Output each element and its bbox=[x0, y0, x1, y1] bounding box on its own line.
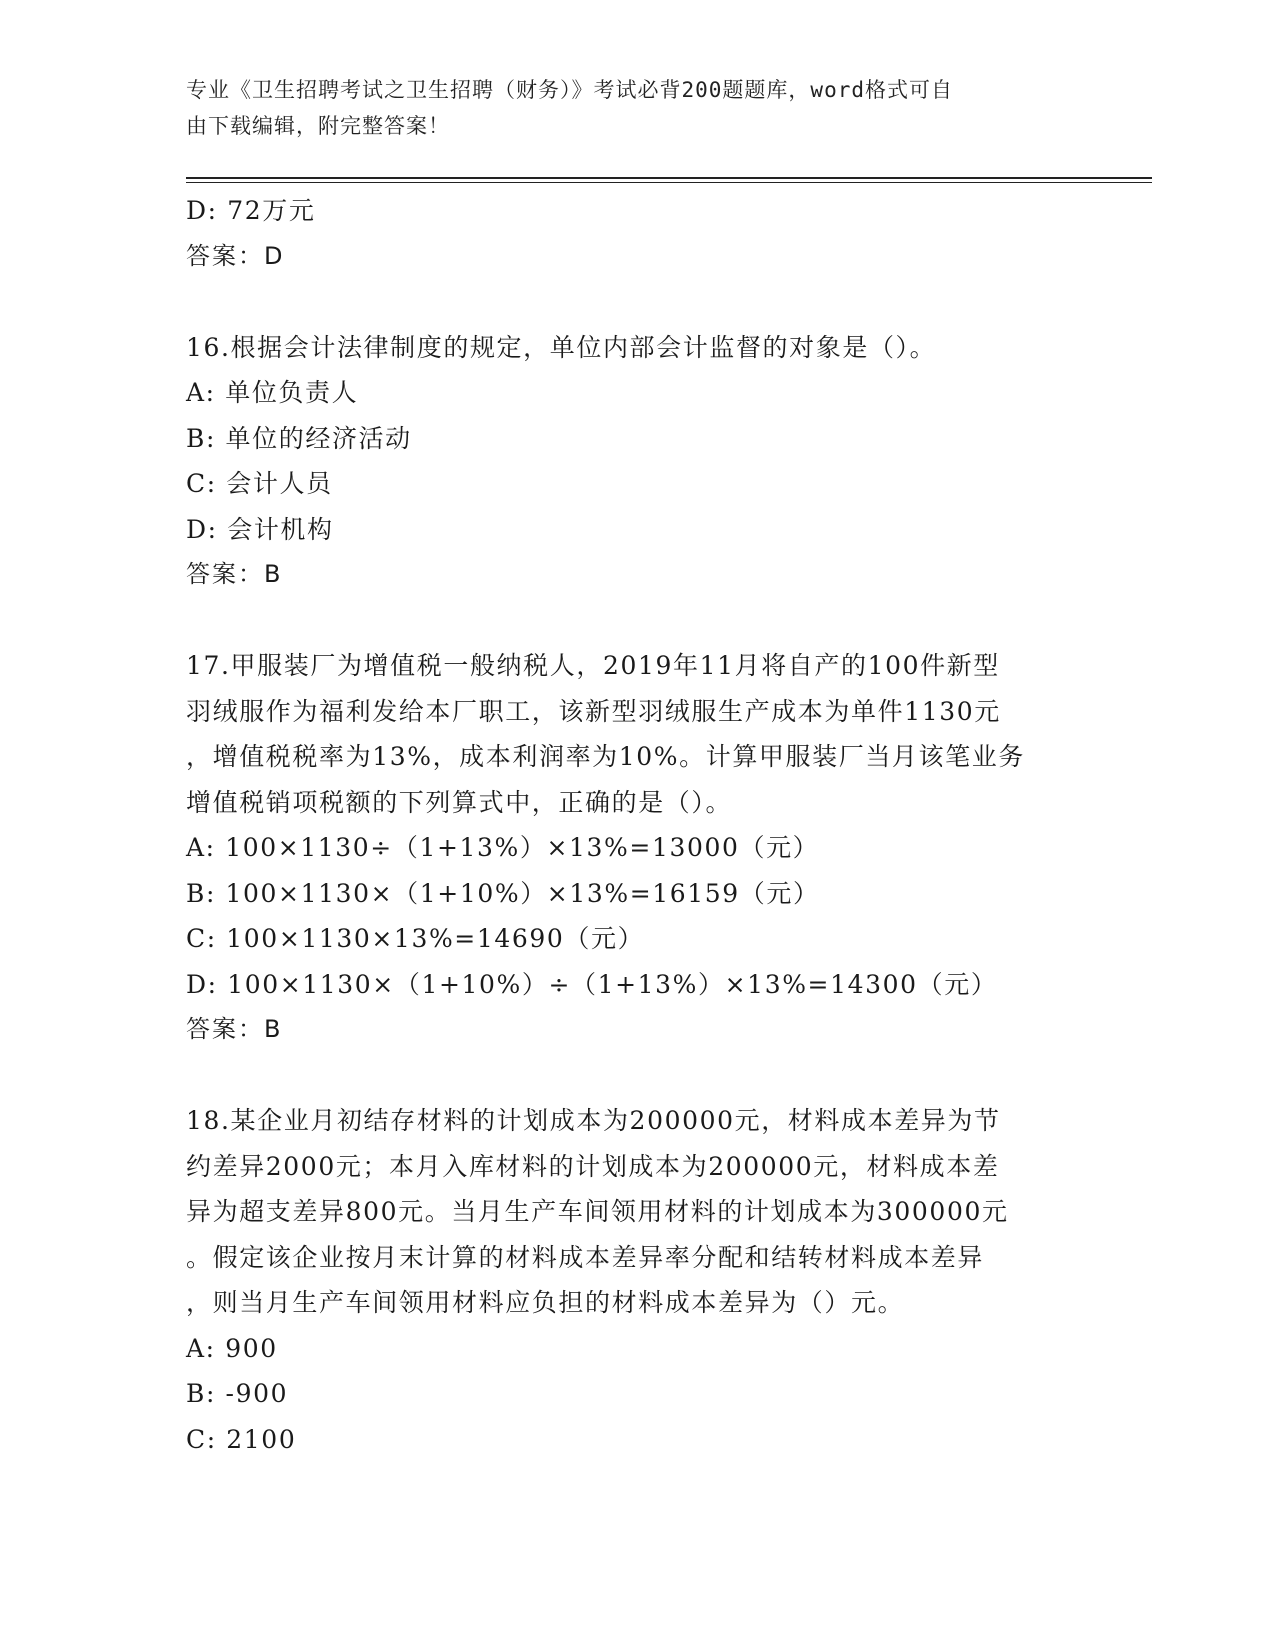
question-stem-line: 异为超支差异800元。当月生产车间领用材料的计划成本为300000元 bbox=[186, 1197, 1009, 1226]
answer-line: 答案：B bbox=[186, 560, 283, 588]
option-c: C: 2100 bbox=[186, 1424, 297, 1454]
option-b: B: 100×1130×（1+10%）×13%=16159（元） bbox=[186, 878, 820, 908]
option-c: C: 会计人员 bbox=[186, 469, 333, 498]
spacer bbox=[186, 279, 1076, 325]
option-b: B: 单位的经济活动 bbox=[186, 423, 412, 453]
spacer bbox=[186, 598, 1076, 644]
question-18 bbox=[186, 1098, 1076, 1462]
answer-line: 答案：B bbox=[186, 1015, 283, 1043]
header-divider-thin bbox=[186, 182, 1152, 183]
option-d: D: 会计机构 bbox=[186, 514, 334, 544]
option-b: B: -900 bbox=[186, 1379, 289, 1408]
question-17 bbox=[186, 643, 1076, 1053]
document-body bbox=[186, 188, 1076, 1462]
answer-line: 答案：D bbox=[186, 241, 285, 270]
option-a: A: 单位负责人 bbox=[186, 378, 359, 407]
question-stem-line: 17.甲服装厂为增值税一般纳税人，2019年11月将自产的100件新型 bbox=[186, 651, 1000, 680]
option-d: D: 100×1130×（1+10%）÷（1+13%）×13%=14300（元） bbox=[186, 969, 998, 999]
spacer bbox=[186, 1053, 1076, 1099]
document-header bbox=[186, 72, 1076, 144]
question-stem-line: 。假定该企业按月末计算的材料成本差异率分配和结转材料成本差异 bbox=[186, 1242, 985, 1272]
option-d: D: 72万元 bbox=[186, 196, 316, 225]
question-stem-line: 增值税销项税额的下列算式中，正确的是（）。 bbox=[186, 787, 733, 817]
option-c: C: 100×1130×13%=14690（元） bbox=[186, 924, 645, 953]
header-line-1: 专业《卫生招聘考试之卫生招聘（财务）》考试必背200题题库，word格式可自 bbox=[186, 78, 953, 102]
previous-question-tail bbox=[186, 188, 1076, 279]
header-divider-thick bbox=[186, 177, 1152, 179]
option-a: A: 100×1130÷（1+13%）×13%=13000（元） bbox=[186, 833, 820, 862]
header-line-2: 由下载编辑，附完整答案！ bbox=[186, 114, 450, 138]
question-stem: 16.根据会计法律制度的规定，单位内部会计监督的对象是（）。 bbox=[186, 332, 937, 362]
question-stem-line: 约差异2000元；本月入库材料的计划成本为200000元，材料成本差 bbox=[186, 1151, 1000, 1181]
option-a: A: 900 bbox=[186, 1333, 278, 1363]
question-stem-line: 18.某企业月初结存材料的计划成本为200000元，材料成本差异为节 bbox=[186, 1106, 1001, 1135]
question-stem-line: ，则当月生产车间领用材料应负担的材料成本差异为（）元。 bbox=[186, 1288, 905, 1317]
question-stem-line: 羽绒服作为福利发给本厂职工，该新型羽绒服生产成本为单件1130元 bbox=[186, 696, 1001, 726]
question-stem-line: ，增值税税率为13%，成本利润率为10%。计算甲服装厂当月该笔业务 bbox=[186, 742, 1025, 771]
question-16 bbox=[186, 325, 1076, 598]
